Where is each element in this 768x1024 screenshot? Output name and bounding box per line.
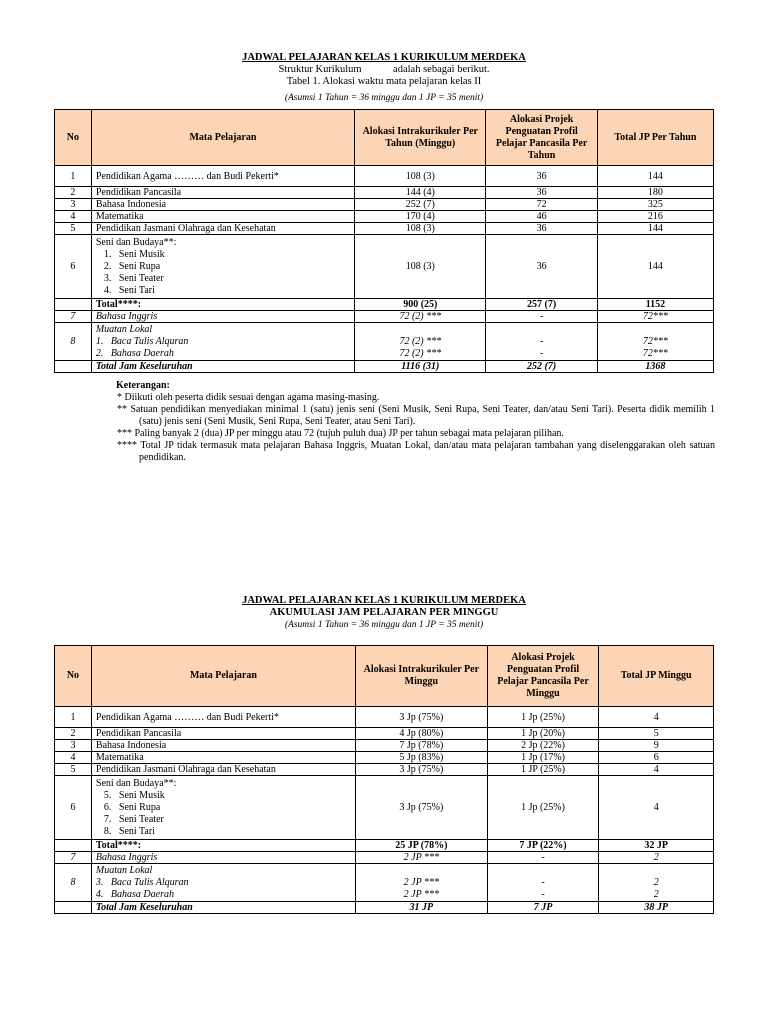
row-no: 7 — [55, 311, 92, 323]
note-item: ** Satuan pendidikan menyediakan minimal 1 (satu) jenis seni (Seni Musik, Seni Rupa, Seni Teater, dan/atau Seni Tari). Peserta didik memilih 1 (satu) jenis seni (Seni Musik, Seni Rupa, Seni Teater, atau Seni Tari). — [117, 404, 715, 427]
table1-header — [0, 52, 768, 104]
header-projek: Alokasi Projek Penguatan Profil Pelajar Pancasila Per Minggu — [487, 646, 599, 707]
row-total-group — [599, 864, 714, 902]
table-row — [55, 187, 714, 199]
row-subject: Pendidikan Jasmani Olahraga dan Kesehatan — [91, 223, 354, 235]
header-no: No — [55, 646, 92, 707]
row-subject: Bahasa Inggris — [91, 311, 354, 323]
table-row — [55, 166, 714, 187]
row-intra: 2 JP *** — [403, 877, 440, 888]
row-subject: Muatan Lokal — [95, 864, 153, 876]
row-total: 2 — [653, 889, 659, 900]
row-intra: 170 (4) — [355, 211, 486, 223]
total-projek: 7 JP (22%) — [487, 840, 599, 852]
header-intra: Alokasi Intrakurikuler Per Tahun (Minggu) — [355, 110, 486, 166]
row-projek: 46 — [486, 211, 597, 223]
table-row — [55, 211, 714, 223]
row-intra-group — [355, 323, 486, 361]
row-projek: 1 JP (25%) — [487, 764, 599, 776]
row-intra-group — [356, 864, 488, 902]
row-no: 5 — [55, 764, 92, 776]
total-projek: 257 (7) — [486, 299, 597, 311]
grand-projek: 252 (7) — [486, 361, 597, 373]
row-projek-group — [486, 323, 597, 361]
list-item: 1. Baca Tulis Alquran — [95, 335, 189, 347]
total-intra: 25 JP (78%) — [356, 840, 488, 852]
row-no: 5 — [55, 223, 92, 235]
row-projek: - — [541, 877, 545, 888]
table-row — [55, 728, 714, 740]
list-item: 3. Baca Tulis Alquran — [95, 876, 189, 888]
row-intra: 72 (2) *** — [399, 348, 442, 359]
table1-assumption: (Asumsi 1 Tahun = 36 minggu dan 1 JP = 35 menit) — [284, 93, 484, 103]
table2-assumption: (Asumsi 1 Tahun = 36 minggu dan 1 JP = 35 menit) — [284, 620, 484, 630]
seni-list — [96, 249, 350, 297]
row-subject-group — [91, 235, 354, 299]
row-subject-group — [91, 776, 355, 840]
row-projek: 36 — [486, 187, 597, 199]
total-intra: 900 (25) — [355, 299, 486, 311]
table2-subtitle: AKUMULASI JAM PELAJARAN PER MINGGU — [269, 607, 499, 618]
row-total: 144 — [597, 166, 713, 187]
row-intra: 2 JP *** — [403, 889, 440, 900]
table2-header-row — [55, 646, 714, 707]
header-no: No — [55, 110, 92, 166]
row-projek: 36 — [486, 166, 597, 187]
row-subject: Bahasa Indonesia — [91, 740, 355, 752]
table-row — [55, 311, 714, 323]
row-no: 8 — [55, 864, 92, 902]
grand-label: Total Jam Keseluruhan — [91, 361, 354, 373]
row-subject: Bahasa Indonesia — [91, 199, 354, 211]
grand-intra: 31 JP — [356, 902, 488, 914]
grand-intra: 1116 (31) — [355, 361, 486, 373]
row-projek: 72 — [486, 199, 597, 211]
row-intra: 108 (3) — [355, 223, 486, 235]
row-projek: 1 Jp (20%) — [487, 728, 599, 740]
list-item: 8. Seni Tari — [103, 825, 155, 837]
row-subject-group — [91, 323, 354, 361]
total-total: 1152 — [597, 299, 713, 311]
row-projek: 2 Jp (22%) — [487, 740, 599, 752]
row-no: 1 — [55, 166, 92, 187]
row-intra: 108 (3) — [355, 166, 486, 187]
row-subject: Pendidikan Agama ……… dan Budi Pekerti* — [91, 707, 355, 728]
notes-heading: Keterangan: — [116, 380, 170, 391]
row-total: 72*** — [597, 311, 713, 323]
table1 — [54, 109, 714, 373]
row-no: 6 — [55, 235, 92, 299]
list-item: 6. Seni Rupa — [103, 801, 161, 813]
table-row — [55, 223, 714, 235]
row-intra: 3 Jp (75%) — [356, 707, 488, 728]
row-projek: 1 Jp (17%) — [487, 752, 599, 764]
row-intra: 7 Jp (78%) — [356, 740, 488, 752]
row-intra: 2 JP *** — [356, 852, 488, 864]
grand-label: Total Jam Keseluruhan — [91, 902, 355, 914]
row-intra: 72 (2) *** — [355, 311, 486, 323]
row-subject: Pendidikan Pancasila — [91, 187, 354, 199]
row-projek: - — [487, 852, 599, 864]
row-total: 325 — [597, 199, 713, 211]
row-projek: - — [486, 311, 597, 323]
list-item: 4. Bahasa Daerah — [95, 888, 174, 900]
row-no: 2 — [55, 187, 92, 199]
header-subject: Mata Pelajaran — [91, 110, 354, 166]
row-intra: 3 Jp (75%) — [356, 764, 488, 776]
total-row — [55, 840, 714, 852]
row-intra: 4 Jp (80%) — [356, 728, 488, 740]
table-row-muatan — [55, 864, 714, 902]
table-row-muatan — [55, 323, 714, 361]
table-row — [55, 740, 714, 752]
row-intra: 252 (7) — [355, 199, 486, 211]
list-item: 3. Seni Teater — [103, 272, 164, 284]
row-projek: - — [541, 889, 545, 900]
list-item: 2. Seni Rupa — [103, 260, 161, 272]
grand-projek: 7 JP — [487, 902, 599, 914]
total-label: Total****: — [91, 840, 355, 852]
list-item: 4. Seni Tari — [103, 284, 155, 296]
row-total: 72*** — [642, 348, 668, 359]
table1-header-row — [55, 110, 714, 166]
row-subject: Bahasa Inggris — [91, 852, 355, 864]
table-row — [55, 752, 714, 764]
table2-title: JADWAL PELAJARAN KELAS 1 KURIKULUM MERDEKA — [242, 595, 526, 606]
row-intra: 72 (2) *** — [399, 336, 442, 347]
row-intra: 5 Jp (83%) — [356, 752, 488, 764]
table1-title: JADWAL PELAJARAN KELAS 1 KURIKULUM MERDEKA — [242, 52, 526, 63]
row-total: 4 — [599, 707, 714, 728]
row-no: 3 — [55, 199, 92, 211]
row-subject: Pendidikan Pancasila — [91, 728, 355, 740]
row-no: 4 — [55, 211, 92, 223]
note-item: *** Paling banyak 2 (dua) JP per minggu atau 72 (tujuh puluh dua) JP per tahun sebagai mata pelajaran pilihan. — [117, 428, 564, 439]
table-row — [55, 199, 714, 211]
row-total: 180 — [597, 187, 713, 199]
row-intra: 108 (3) — [355, 235, 486, 299]
note-item: **** Total JP tidak termasuk mata pelajaran Bahasa Inggris, Muatan Lokal, dan/atau mata pelajaran tambahan yang diselenggarakan oleh satuan pendidikan. — [117, 440, 715, 463]
seni-list — [96, 790, 351, 838]
table2-header — [0, 595, 768, 631]
table2 — [54, 645, 714, 914]
grand-total: 1368 — [597, 361, 713, 373]
notes — [115, 380, 715, 464]
row-no: 6 — [55, 776, 92, 840]
list-item: 7. Seni Teater — [103, 813, 164, 825]
row-subject: Seni dan Budaya**: — [95, 777, 177, 789]
row-subject: Muatan Lokal — [95, 323, 153, 335]
row-total: 2 — [599, 852, 714, 864]
row-total: 216 — [597, 211, 713, 223]
total-row — [55, 299, 714, 311]
table-row — [55, 852, 714, 864]
header-total: Total JP Minggu — [599, 646, 714, 707]
list-item: 2. Bahasa Daerah — [95, 347, 174, 359]
row-total: 144 — [597, 235, 713, 299]
row-total-group — [597, 323, 713, 361]
list-item: 1. Seni Musik — [103, 248, 165, 260]
row-no: 7 — [55, 852, 92, 864]
table1-line2: Struktur Kurikulum adalah sebagai berikut. — [278, 64, 490, 75]
row-total: 72*** — [642, 336, 668, 347]
row-total: 6 — [599, 752, 714, 764]
row-projek: 36 — [486, 223, 597, 235]
row-subject: Pendidikan Agama ……… dan Budi Pekerti* — [91, 166, 354, 187]
row-total: 9 — [599, 740, 714, 752]
row-projek: - — [539, 336, 544, 347]
row-subject-group — [91, 864, 355, 902]
grand-total: 38 JP — [599, 902, 714, 914]
row-no: 1 — [55, 707, 92, 728]
row-no: 3 — [55, 740, 92, 752]
row-no: 2 — [55, 728, 92, 740]
row-projek-group — [487, 864, 599, 902]
grand-total-row — [55, 361, 714, 373]
table-row — [55, 764, 714, 776]
row-total: 144 — [597, 223, 713, 235]
row-subject: Matematika — [91, 752, 355, 764]
grand-total-row — [55, 902, 714, 914]
row-total: 4 — [599, 764, 714, 776]
row-intra: 3 Jp (75%) — [356, 776, 488, 840]
table-row — [55, 707, 714, 728]
row-projek: - — [539, 348, 544, 359]
total-total: 32 JP — [599, 840, 714, 852]
row-subject: Seni dan Budaya**: — [95, 236, 177, 248]
row-projek: 36 — [486, 235, 597, 299]
row-subject: Pendidikan Jasmani Olahraga dan Kesehatan — [91, 764, 355, 776]
row-intra: 144 (4) — [355, 187, 486, 199]
row-subject: Matematika — [91, 211, 354, 223]
row-projek: 1 Jp (25%) — [487, 707, 599, 728]
table-row-seni — [55, 776, 714, 840]
header-projek: Alokasi Projek Penguatan Profil Pelajar Pancasila Per Tahun — [486, 110, 597, 166]
table1-line3: Tabel 1. Alokasi waktu mata pelajaran kelas II — [286, 76, 482, 87]
row-no: 4 — [55, 752, 92, 764]
row-total: 5 — [599, 728, 714, 740]
note-item: * Diikuti oleh peserta didik sesuai dengan agama masing-masing. — [117, 392, 380, 403]
total-label: Total****: — [91, 299, 354, 311]
row-no: 8 — [55, 323, 92, 361]
table-row-seni — [55, 235, 714, 299]
list-item: 5. Seni Musik — [103, 789, 165, 801]
row-total: 4 — [599, 776, 714, 840]
row-total: 2 — [653, 877, 659, 888]
header-intra: Alokasi Intrakurikuler Per Minggu — [356, 646, 488, 707]
header-subject: Mata Pelajaran — [91, 646, 355, 707]
header-total: Total JP Per Tahun — [597, 110, 713, 166]
row-projek: 1 Jp (25%) — [487, 776, 599, 840]
